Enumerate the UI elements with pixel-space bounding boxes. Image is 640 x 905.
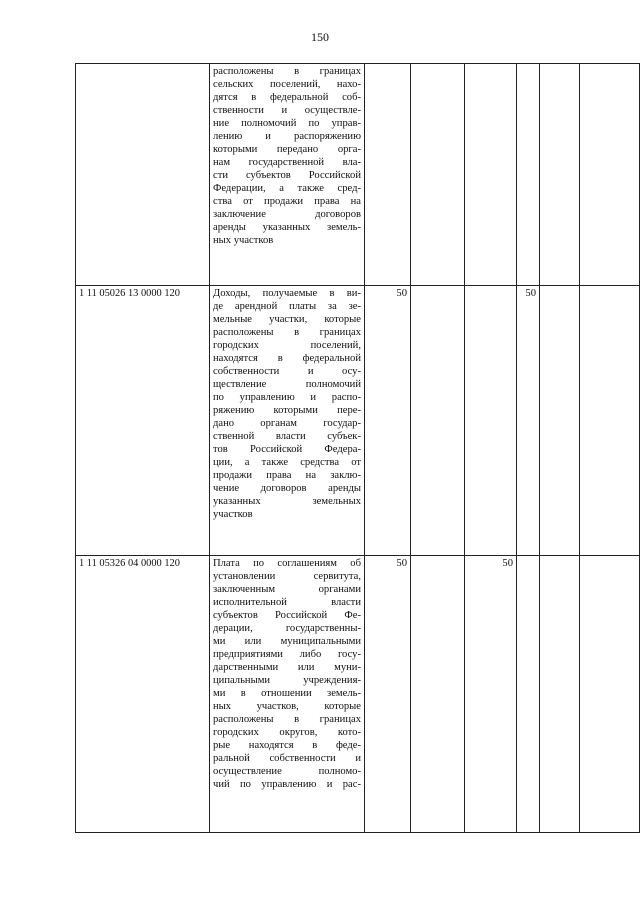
description-line: чение договоров аренды (213, 483, 361, 494)
description-line: установлении сервитута, (213, 571, 361, 582)
description-line: мельные участки, которые (213, 314, 361, 325)
description-line: ства от продажи права на (213, 196, 361, 207)
description-line: участков (213, 509, 253, 520)
description-line: расположены в границах (213, 66, 361, 77)
description-line: городских поселений, (213, 340, 361, 351)
empty-cell (580, 556, 640, 833)
description-line: собственности и осу- (213, 366, 361, 377)
description-line: Плата по соглашениям об (213, 558, 361, 569)
amount-cell (465, 64, 517, 286)
description-line: ственной власти субъек- (213, 431, 361, 442)
description-line: расположены в границах (213, 327, 361, 338)
description-line: ряжению которыми пере- (213, 405, 361, 416)
description-line: ми в отношении земель- (213, 688, 361, 699)
amount-cell (540, 556, 580, 833)
revenue-code-cell (76, 64, 210, 286)
amount-cell (411, 286, 465, 556)
description-line: ральной собственности и (213, 753, 361, 764)
description-line: ми или муниципальными (213, 636, 361, 647)
description-line: де арендной платы за зе- (213, 301, 361, 312)
description-line: рые находятся в феде- (213, 740, 361, 751)
amount-cell: 50 (517, 286, 540, 556)
description-line: сельских поселений, нахо- (213, 79, 361, 90)
revenue-description-cell (210, 556, 365, 833)
description-line: ных участков (213, 235, 274, 246)
description-line: ципальными учреждения- (213, 675, 361, 686)
description-line: ственности и осуществле- (213, 105, 361, 116)
table-row (76, 286, 640, 556)
description-line: ществление полномочий (213, 379, 361, 390)
table-row (76, 556, 640, 833)
description-line: осуществление полномо- (213, 766, 361, 777)
description-line: нам государственной вла- (213, 157, 361, 168)
budget-revenue-table (75, 63, 640, 833)
description-line: ние полномочий по управ- (213, 118, 361, 129)
amount-cell: 50 (465, 556, 517, 833)
amount-cell (517, 556, 540, 833)
page-number: 150 (311, 30, 329, 44)
description-line: ных участков, которые (213, 701, 361, 712)
amount-cell (517, 64, 540, 286)
description-line: сти субъектов Российской (213, 170, 361, 181)
description-line: субъектов Российской Фе- (213, 610, 361, 621)
description-line: чий по управлению и рас- (213, 779, 361, 790)
amount-cell (465, 286, 517, 556)
amount-cell (540, 286, 580, 556)
description-line: указанных земельных (213, 496, 361, 507)
description-line: ции, а также средства от (213, 457, 361, 468)
description-line: тов Российской Федера- (213, 444, 361, 455)
empty-cell (580, 64, 640, 286)
amount-cell (411, 64, 465, 286)
revenue-description-cell (210, 64, 365, 286)
description-line: продажи права на заклю- (213, 470, 361, 481)
description-line: аренды указанных земель- (213, 222, 361, 233)
description-line: дерации, государственны- (213, 623, 361, 634)
description-line: исполнительной власти (213, 597, 361, 608)
amount-cell (540, 64, 580, 286)
amount-cell (411, 556, 465, 833)
description-line: городских округов, кото- (213, 727, 361, 738)
description-line: дано органам государ- (213, 418, 361, 429)
amount-cell: 50 (365, 286, 411, 556)
description-line: предприятиями либо госу- (213, 649, 361, 660)
revenue-code-cell: 1 11 05326 04 0000 120 (76, 556, 210, 833)
amount-cell: 50 (365, 556, 411, 833)
description-line: заключенным органами (213, 584, 361, 595)
description-line: Доходы, получаемые в ви- (213, 288, 361, 299)
table-row (76, 64, 640, 286)
description-line: Федерации, а также сред- (213, 183, 361, 194)
description-line: дарственными или муни- (213, 662, 361, 673)
amount-cell (365, 64, 411, 286)
description-line: дятся в федеральной соб- (213, 92, 361, 103)
revenue-description-cell (210, 286, 365, 556)
description-line: находятся в федеральной (213, 353, 361, 364)
description-line: расположены в границах (213, 714, 361, 725)
empty-cell (580, 286, 640, 556)
description-line: лению и распоряжению (213, 131, 361, 142)
description-line: по управлению и распо- (213, 392, 361, 403)
revenue-code-cell: 1 11 05026 13 0000 120 (76, 286, 210, 556)
description-line: заключение договоров (213, 209, 361, 220)
description-line: которыми передано орга- (213, 144, 361, 155)
